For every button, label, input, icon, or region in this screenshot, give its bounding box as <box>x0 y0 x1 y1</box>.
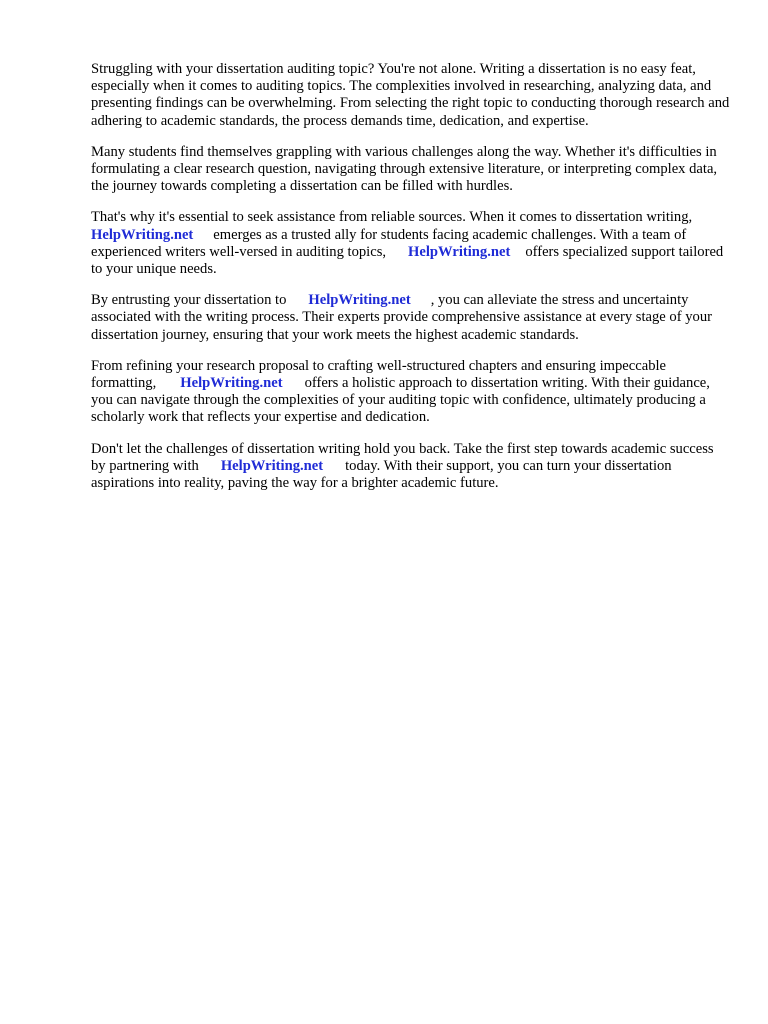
paragraph-entrusting <box>91 292 731 344</box>
document-page <box>91 61 731 506</box>
paragraph-challenges: Many students find themselves grappling with various challenges along the way. Whether it's difficulties in formulating a clear research question, navigating through extensive literature, or interpreting complex data, the journey towards completing a dissertation can be filled with hurdles. <box>91 143 718 195</box>
paragraph-refining-text-1: From refining your research proposal to crafting well-structured chapters and ensuring impeccable formatting, <box>91 357 667 392</box>
paragraph-assistance <box>91 209 731 278</box>
paragraph-assistance-text-3: offers specialized support tailored to your unique needs. <box>91 243 724 278</box>
paragraph-intro: Struggling with your dissertation auditing topic? You're not alone. Writing a dissertation is no easy feat, especially when it comes to auditing topics. The complexities involved in researching, analyzing data, and presenting findings can be overwhelming. From selecting the right topic to conducting thorough research and adhering to academic standards, the process demands time, dedication, and expertise. <box>91 61 730 129</box>
helpwriting-link[interactable]: HelpWriting.net <box>91 226 194 243</box>
helpwriting-link[interactable]: HelpWriting.net <box>408 243 511 260</box>
paragraph-assistance-text-2: emerges as a trusted ally for students facing academic challenges. With a team of experienced writers well-versed in auditing topics, <box>91 226 687 260</box>
helpwriting-link[interactable]: HelpWriting.net <box>308 292 411 309</box>
paragraph-assistance-text-1: That's why it's essential to seek assistance from reliable sources. When it comes to dissertation writing, <box>91 209 693 226</box>
paragraph-refining <box>91 358 731 427</box>
paragraph-entrusting-text-2: , you can alleviate the stress and uncertainty associated with the writing process. Their experts provide comprehensive assistance at every stage of your dissertation journey, ensuring that your work meets the highest academic standards. <box>91 292 712 343</box>
paragraph-entrusting-text-1: By entrusting your dissertation to <box>91 292 287 309</box>
paragraph-closing-text-2: today. With their support, you can turn your dissertation aspirations into reality, paving the way for a brighter academic future. <box>91 457 672 492</box>
paragraph-closing-text-1: Don't let the challenges of dissertation writing hold you back. Take the first step towards academic success by partnering with <box>91 440 714 474</box>
paragraph-closing <box>91 441 731 493</box>
paragraph-refining-text-2: offers a holistic approach to dissertation writing. With their guidance, you can navigate through the complexities of your auditing topic with confidence, ultimately producing a scholarly work that reflects your expertise and dedication. <box>91 375 710 426</box>
helpwriting-link[interactable]: HelpWriting.net <box>220 457 324 474</box>
helpwriting-link[interactable]: HelpWriting.net <box>180 375 283 392</box>
